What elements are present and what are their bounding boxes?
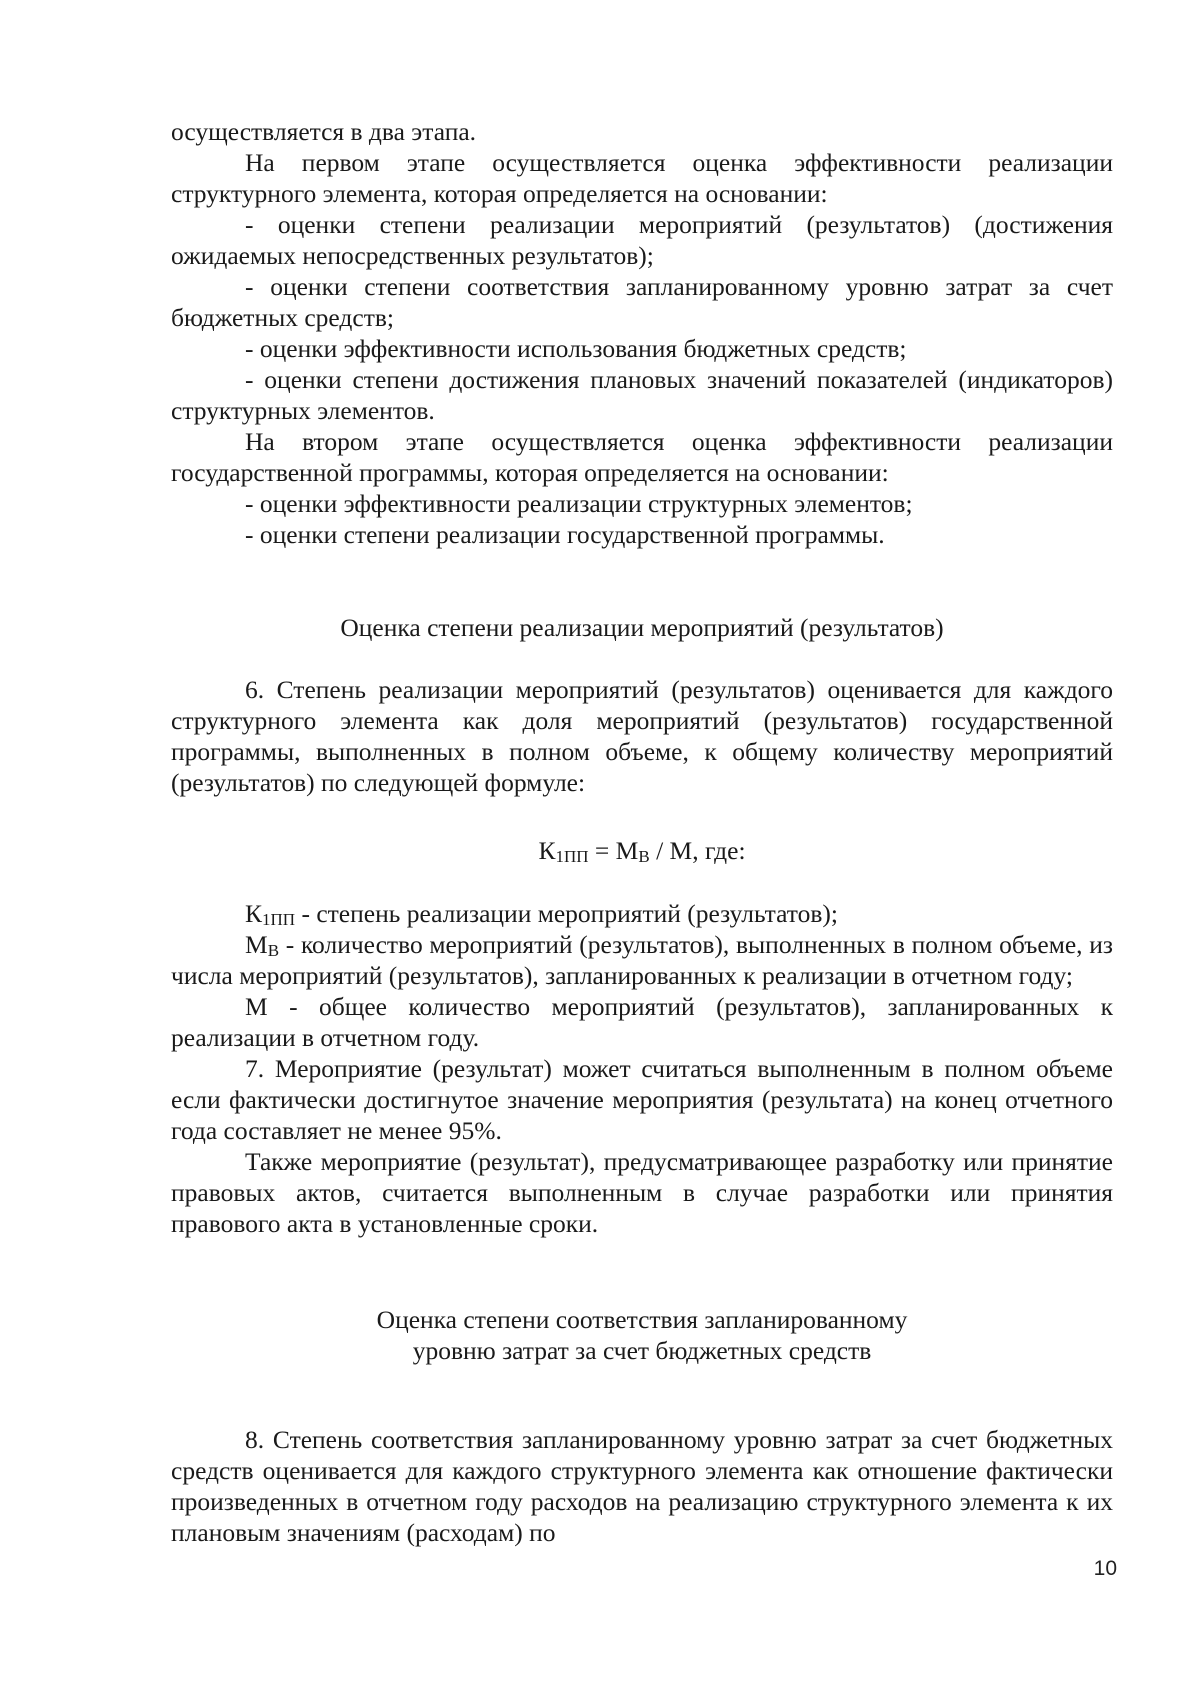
text-block-item-8 <box>171 1424 1113 1548</box>
list-item: - оценки эффективности использования бюджетных средств; <box>245 334 907 363</box>
list-item: - оценки степени достижения плановых значений показателей (индикаторов) структурных элементов. <box>171 365 1113 425</box>
list-item: - оценки эффективности реализации структурных элементов; <box>245 489 913 518</box>
list-item: - оценки степени реализации государственной программы. <box>245 520 885 549</box>
paragraph: 8. Степень соответствия запланированному уровню затрат за счет бюджетных средств оценивается для каждого структурного элемента как отношение фактически произведенных в отчетном году расходов на реализацию структурного элемента к их плановым значениям (расходам) по <box>171 1425 1113 1547</box>
definition-item: $К_{1ПП}$ - степень реализации мероприятий (результатов); <box>245 899 838 929</box>
text-block-stages <box>171 116 1113 550</box>
section-heading: уровню затрат за счет бюджетных средств <box>412 1336 872 1365</box>
text-block-definitions <box>171 898 1113 1239</box>
paragraph: 6. Степень реализации мероприятий (результатов) оценивается для каждого структурного элемента как доля мероприятий (результатов) государственной программы, выполненных в полном объеме, к общему количеству мероприятий (результатов) по следующей формуле: <box>171 675 1113 797</box>
paragraph: осуществляется в два этапа. <box>171 117 477 146</box>
paragraph: На втором этапе осуществляется оценка эффективности реализации государственной программы, которая определяется на основании: <box>171 427 1113 487</box>
paragraph: На первом этапе осуществляется оценка эффективности реализации структурного элемента, которая определяется на основании: <box>171 148 1113 208</box>
section-heading: Оценка степени соответствия запланированному <box>376 1305 908 1334</box>
definition-item: $М_В$ - количество мероприятий (результатов), выполненных в полном объеме, из числа мероприятий (результатов), запланированных к реализации в отчетном году; <box>171 930 1113 990</box>
list-item: - оценки степени соответствия запланированному уровню затрат за счет бюджетных средств; <box>171 272 1113 332</box>
paragraph: 7. Мероприятие (результат) может считаться выполненным в полном объеме если фактически достигнутое значение мероприятия (результата) на конец отчетного года составляет не менее 95%. <box>171 1054 1113 1145</box>
text-block-item-6 <box>171 674 1113 798</box>
definition-item: М - общее количество мероприятий (результатов), запланированных к реализации в отчетном году. <box>171 992 1113 1052</box>
section-heading: Оценка степени реализации мероприятий (результатов) <box>340 613 944 642</box>
list-item: - оценки степени реализации мероприятий (результатов) (достижения ожидаемых непосредственных результатов); <box>171 210 1113 270</box>
page-number: 10 <box>1093 1557 1117 1580</box>
paragraph: Также мероприятие (результат), предусматривающее разработку или принятие правовых актов, считается выполненным в случае разработки или принятия правового акта в установленные сроки. <box>171 1147 1113 1238</box>
formula: $К_{1ПП} = М_В / М$, где: <box>538 836 746 866</box>
